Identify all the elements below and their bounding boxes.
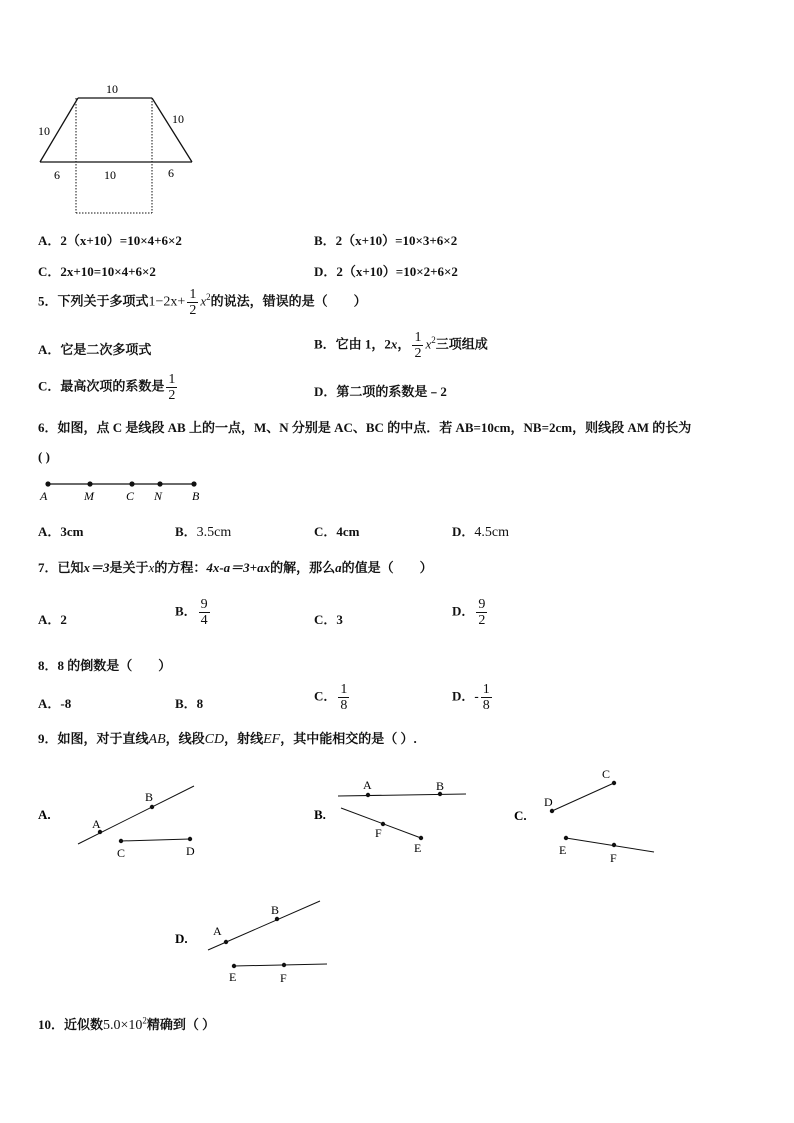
fig9-a-text-c: C (117, 846, 126, 860)
q5-b-pre: B．它由 1，2 (314, 336, 391, 352)
q4-option-a[interactable]: A．2（x+10）=10×4+6×2 (38, 233, 182, 248)
q5-b-poly-x: x (425, 336, 432, 352)
q9-mid2: ，射线 (224, 731, 264, 746)
q7-d-pre: D． (452, 603, 475, 619)
fig9-d-point-a (224, 940, 228, 944)
q9-ab: AB (148, 732, 166, 747)
q10-num: 5.0×10 (103, 1018, 143, 1033)
q7-mid2: 的方程： (154, 560, 207, 575)
fig9-c-ray-ef (566, 838, 654, 852)
q7-option-c[interactable]: C．3 (314, 612, 343, 627)
q5-poly-sup: 2 (206, 292, 211, 303)
q5-c-frac-num: 1 (168, 372, 176, 387)
trap-label-top: 10 (106, 82, 118, 96)
fig9-d-ray-ef (234, 964, 327, 966)
q10-pre: 10．近似数 (38, 1017, 104, 1032)
q8-c-pre: C． (314, 688, 337, 704)
fig9-b-text-e: E (414, 841, 422, 855)
trap-label-right: 10 (172, 112, 184, 126)
q7-x: x (148, 560, 155, 575)
q8-option-b[interactable]: B．8 (175, 696, 204, 711)
q7-d-den: 2 (478, 613, 486, 628)
q10-post: 精确到（ ） (146, 1017, 216, 1032)
fig9-a-point-b (150, 805, 154, 809)
q6-option-c[interactable]: C．4cm (314, 524, 360, 539)
fig9-b-text-f: F (375, 826, 382, 840)
q6-stem-line2: ( ) (38, 449, 50, 464)
q8-stem: 8．8 的倒数是（ ） (38, 658, 172, 673)
q5-b-post: 三项组成 (435, 336, 488, 352)
q9-cd: CD (204, 732, 225, 747)
q7-mid: 是关于 (109, 560, 149, 575)
q7-pre: 7．已知 (38, 560, 84, 575)
fig9-a-seg-cd (121, 839, 190, 841)
q5-stem-pre: 5．下列关于多项式 (38, 293, 149, 309)
q10-sup: 2 (142, 1015, 147, 1026)
q6-d-pre: D． (452, 524, 475, 539)
fig9-a-label[interactable]: A. (38, 807, 51, 822)
fig9-b-line-ab (338, 794, 466, 796)
q7-d-num: 9 (478, 597, 486, 612)
q6-option-a[interactable]: A．3cm (38, 524, 84, 539)
fig9-c-point-e (564, 836, 568, 840)
trap-label-b1: 6 (54, 168, 60, 182)
fig9-b-point-a (366, 793, 370, 797)
q5-stem-post: 的说法，错误的是（ ） (210, 293, 367, 309)
q7-eq: x＝3 (83, 560, 110, 575)
fig9-d-point-b (275, 917, 279, 921)
q5-b-comma: ， (397, 336, 411, 352)
fig9-d-text-f: F (280, 971, 287, 985)
trap-label-b2: 10 (104, 168, 116, 182)
q7-b-pre: B． (175, 603, 197, 619)
q7-equation: 4x-a＝3+ax (206, 560, 271, 575)
q8-d-num: 1 (482, 682, 490, 697)
q4-option-c[interactable]: C．2x+10=10×4+6×2 (38, 264, 156, 279)
q5-frac-num: 1 (189, 287, 197, 302)
q5-frac-den: 2 (189, 303, 197, 318)
q6-b-pre: B． (175, 524, 197, 539)
fig9-c-point-c (612, 781, 616, 785)
fig9-d-label[interactable]: D. (175, 931, 188, 946)
fig9-b-text-a: A (363, 778, 372, 792)
q5-poly-x: x (200, 293, 207, 309)
q5-option-d[interactable]: D．第二项的系数是﹣2 (314, 384, 447, 399)
fig9-b-text-b: B (436, 779, 445, 793)
q7-b-den: 4 (200, 613, 208, 628)
q7-a-var: a (335, 560, 342, 575)
fig9-a-point-c (119, 839, 123, 843)
fig9-c-text-f: F (610, 851, 617, 865)
q6-label-c: C (126, 489, 135, 503)
fig9-d-text-e: E (229, 970, 237, 984)
q6-label-b: B (192, 489, 200, 503)
fig9-c-text-e: E (559, 843, 567, 857)
q7-post: 的值是（ ） (341, 560, 433, 575)
trap-label-left: 10 (38, 124, 50, 138)
fig9-c-point-f (612, 843, 616, 847)
q6-b-val: 3.5cm (196, 525, 232, 540)
q8-c-den: 8 (340, 698, 348, 713)
q7-b-num: 9 (200, 597, 208, 612)
fig9-d-text-a: A (213, 924, 222, 938)
q5-b-frac-den: 2 (414, 346, 422, 361)
q6-label-m: M (84, 489, 94, 503)
fig9-d-point-e (232, 964, 236, 968)
q10-stem (38, 1014, 215, 1034)
fig9-a-text-a: A (92, 817, 101, 831)
fig9-c-text-c: C (602, 767, 611, 781)
fig9-a-text-b: B (145, 790, 154, 804)
q9-mid1: ，线段 (165, 731, 205, 746)
q6-label-a: A (40, 489, 48, 503)
q4-option-d[interactable]: D．2（x+10）=10×2+6×2 (314, 264, 458, 279)
fig9-c-seg-cd (552, 783, 614, 811)
q6-label-n: N (154, 489, 163, 503)
fig9-d-point-f (282, 963, 286, 967)
q7-option-a[interactable]: A．2 (38, 612, 67, 627)
q8-d-pre: D．- (452, 688, 479, 704)
fig9-b-point-e (419, 836, 423, 840)
fig9-b-label[interactable]: B. (314, 807, 326, 822)
fig9-a-line-ab (78, 786, 194, 844)
q9-pre: 9．如图，对于直线 (38, 731, 149, 746)
q9-post: ，其中能相交的是（ ）. (280, 731, 417, 746)
q6-stem-line1: 6．如图，点 C 是线段 AB 上的一点，M、N 分别是 AC、BC 的中点．若 AB=10cm，NB=2cm，则线段 AM 的长为 (38, 420, 692, 435)
q8-c-num: 1 (340, 682, 348, 697)
q7-mid3: 的解，那么 (270, 560, 336, 575)
q5-poly-a: 1−2x+ (148, 294, 186, 310)
q5-b-x: x (390, 336, 398, 352)
q5-b-frac-num: 1 (414, 330, 422, 345)
fig9-c-label[interactable]: C. (514, 808, 527, 823)
q5-option-a[interactable]: A．它是二次多项式 (38, 342, 152, 357)
trap-label-b3: 6 (168, 166, 174, 180)
q5-c-pre: C．最高次项的系数是 (38, 378, 165, 394)
q8-option-a[interactable]: A．-8 (38, 696, 72, 711)
q8-d-den: 8 (482, 698, 490, 713)
q5-b-sup: 2 (431, 335, 436, 346)
fig9-d-text-b: B (271, 903, 280, 917)
q6-d-val: 4.5cm (474, 525, 509, 540)
q4-option-b[interactable]: B．2（x+10）=10×3+6×2 (314, 233, 458, 248)
fig9-c-point-d (550, 809, 554, 813)
fig9-a-point-d (188, 837, 192, 841)
fig9-c-text-d: D (544, 795, 553, 809)
q9-ef: EF (263, 732, 281, 747)
fig9-a-text-d: D (186, 844, 195, 858)
q5-c-frac-den: 2 (168, 388, 176, 403)
